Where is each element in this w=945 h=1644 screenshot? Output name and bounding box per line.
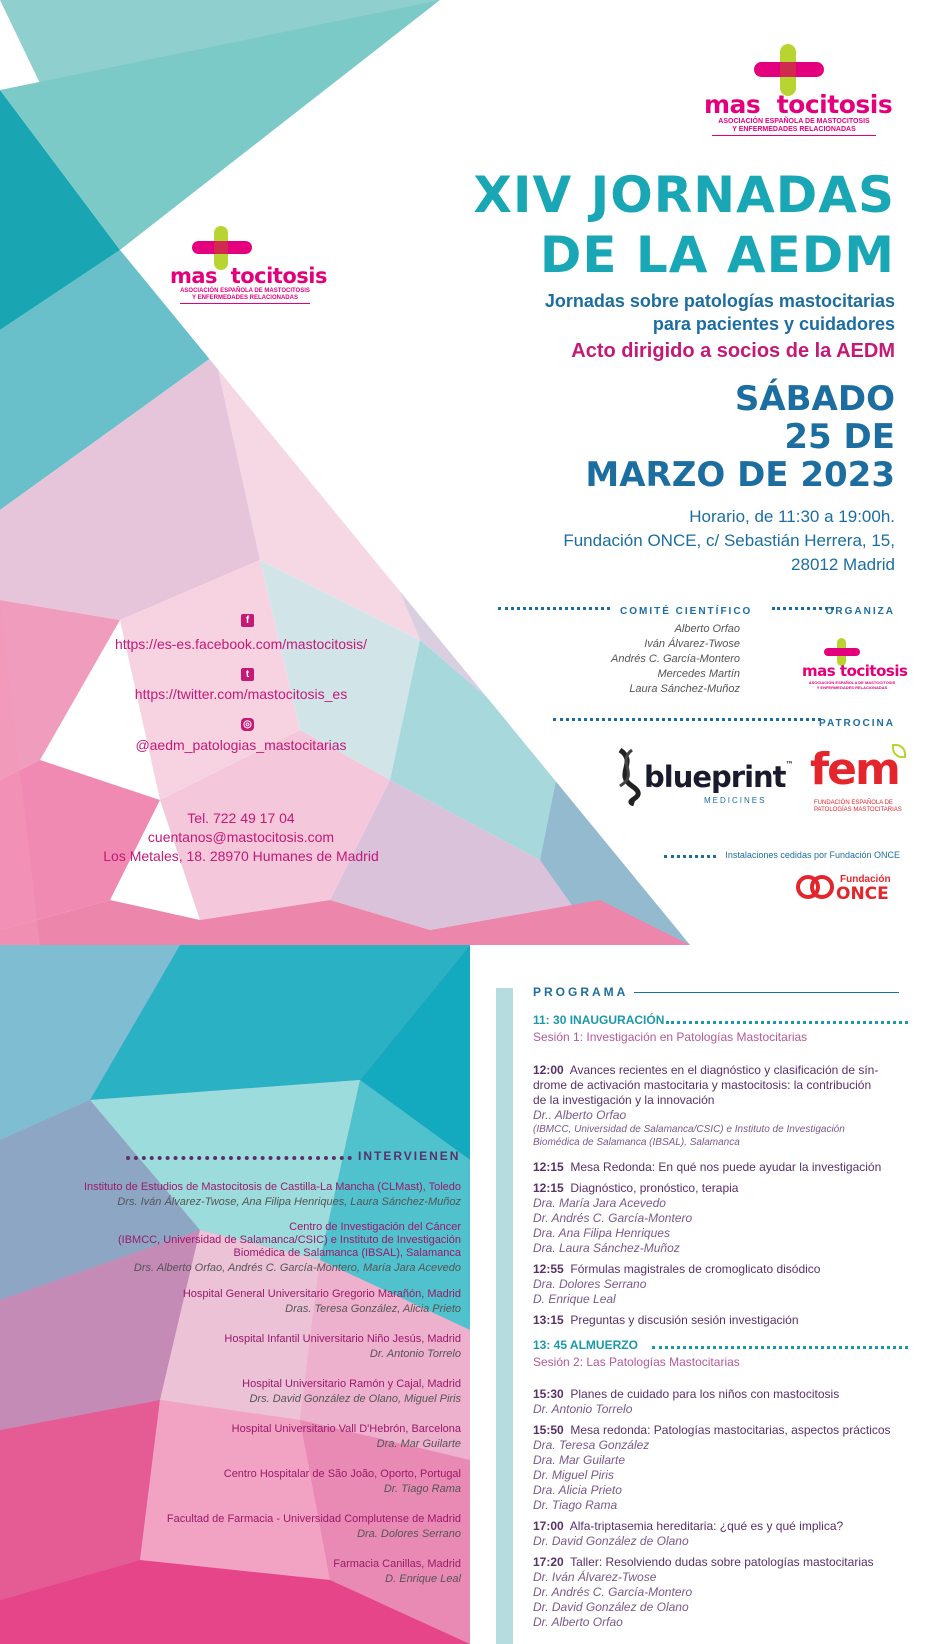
committee-label: COMITÉ CIENTÍFICO [620, 606, 753, 617]
session-1-title: Sesión 1: Investigación en Patologías Mastocitarias [533, 1030, 808, 1044]
fem-logo: fem FUNDACIÓN ESPAÑOLA DE PATOLOGÍAS MASTOCITARIAS [808, 740, 908, 820]
once-note: Instalaciones cedidas por Fundación ONCE [725, 850, 900, 860]
aedm-logo-small: mas tocitosis ASOCIACIÓN ESPAÑOLA DE MASTOCITOSIS Y ENFERMEDADES RELACIONADAS [802, 638, 902, 692]
contact-address: Los Metales, 18. 28970 Humanes de Madrid [103, 848, 379, 864]
blueprint-logo: blueprint™ MEDICINES [612, 748, 792, 808]
patrocina-label: PATROCINA [819, 718, 895, 729]
facebook-link[interactable]: https://es-es.facebook.com/mastocitosis/ [114, 636, 368, 652]
intervienen-group: Hospital General Universitario Gregorio Marañón, Madrid Dras. Teresa González, Alicia Prieto [182, 1288, 461, 1315]
fundacion-once-logo: Fundación ONCE [796, 871, 906, 907]
event-date-line-2: 25 DE [784, 417, 895, 457]
committee-member: Laura Sánchez-Muñoz [629, 683, 740, 695]
facebook-icon[interactable]: f [241, 614, 254, 627]
program-item: 15:50 Mesa redonda: Patologías mastocitarias, aspectos prácticos Dra. Teresa González Dra. Mar Guilarte Dr. Miguel Piris Dra. Alicia Prieto Dr. Tiago Rama [533, 1423, 891, 1512]
contact-phone: Tel. 722 49 17 04 [187, 810, 295, 826]
intervienen-group: Instituto de Estudios de Mastocitosis de Castilla-La Mancha (CLMast), Toledo Drs. Iván Álvarez-Twose, Ana Filipa Henriques, Laura Sánchez-Muñoz [83, 1181, 461, 1208]
once-rings-icon [796, 875, 836, 901]
aedm-logo-top: mas tocitosis ASOCIACIÓN ESPAÑOLA DE MASTOCITOSIS Y ENFERMEDADES RELACIONADAS [704, 44, 884, 139]
twitter-icon[interactable]: t [241, 668, 254, 681]
programa-label: PROGRAMA [533, 985, 629, 999]
organiza-label: ORGANIZA [825, 606, 895, 617]
twitter-link[interactable]: https://twitter.com/mastocitosis_es [134, 686, 348, 702]
intervienen-label: INTERVIENEN [358, 1149, 461, 1163]
instagram-icon[interactable]: ◎ [241, 718, 254, 731]
subtitle-line-2: para pacientes y cuidadores [652, 314, 895, 334]
divider-dots [664, 852, 716, 858]
intervienen-group: Hospital Infantil Universitario Niño Jesús, Madrid Dr. Antonio Torrelo [224, 1333, 461, 1360]
aedm-logo-left: mas tocitosis ASOCIACIÓN ESPAÑOLA DE MASTOCITOSIS Y ENFERMEDADES RELACIONADAS [170, 226, 320, 306]
program-item: 17:20 Taller: Resolviendo dudas sobre patologías mastocitarias Dr. Iván Álvarez-Twose Dr. Andrés C. García-Montero Dr. David González de Olano Dr. Alberto Orfao [533, 1555, 874, 1629]
session-2-title: Sesión 2: Las Patologías Mastocitarias [533, 1355, 740, 1369]
inauguracion-label: 11: 30 INAUGURACIÓN [533, 1013, 665, 1027]
cross-icon [754, 44, 824, 96]
event-venue-line-2: 28012 Madrid [791, 555, 895, 574]
committee-member: Alberto Orfao [674, 623, 740, 635]
subtitle-line-1: Jornadas sobre patologías mastocitarias [544, 291, 895, 311]
instagram-handle[interactable]: @aedm_patologias_mastocitarias [135, 737, 347, 753]
committee-list [480, 622, 740, 697]
intervienen-group: Hospital Universitario Vall D'Hebrón, Barcelona Dra. Mar Guilarte [231, 1423, 461, 1450]
page-title-line-1: XIV JORNADAS [473, 166, 895, 224]
event-date-line-1: SÁBADO [734, 379, 895, 419]
intervienen-divider [126, 1152, 352, 1160]
intervienen-group: Farmacia Canillas, Madrid D. Enrique Leal [333, 1558, 461, 1585]
committee-member: Iván Álvarez-Twose [644, 638, 740, 650]
program-item: 12:15 Mesa Redonda: En qué nos puede ayudar la investigación [533, 1160, 882, 1174]
program-item: 13:15 Preguntas y discusión sesión investigación [533, 1313, 799, 1327]
program-item: 12:00 Avances recientes en el diagnóstico y clasificación de sín- drome de activación mastocitaria y mastocitosis: la contribución de la investigación y la innovación Dr.. Alberto Orfao (IBMCC, Universidad de Salamanca/CSIC) e Instituto de Investigación Biomédica de Salamanca (IBSAL), Salamanca [533, 1063, 879, 1148]
contact-email[interactable]: cuentanos@mastocitosis.com [147, 829, 335, 845]
program-item: 12:15 Diagnóstico, pronóstico, terapia Dra. María Jara Acevedo Dr. Andrés C. García-Montero Dra. Ana Filipa Henriques Dra. Laura Sánchez-Muñoz [533, 1181, 739, 1255]
divider-dots [498, 604, 610, 610]
program-item: 17:00 Alfa-triptasemia hereditaria: ¿qué es y qué implica? Dr. David González de Olano [533, 1519, 844, 1548]
committee-member: Andrés C. García-Montero [611, 653, 740, 665]
programa-body [533, 1011, 908, 1630]
intervienen-list [41, 1180, 461, 1587]
intervienen-group: Hospital Universitario Ramón y Cajal, Madrid Drs. David González de Olano, Miguel Piris [242, 1378, 461, 1405]
program-item: 12:55 Fórmulas magistrales de cromoglicato disódico Dra. Dolores Serrano D. Enrique Leal [533, 1262, 821, 1306]
intervienen-group: Centro de Investigación del Cáncer (IBMCC, Universidad de Salamanca/CSIC) e Instituto de Investigación Biomédica de Salamanca (IBSAL), Salamanca Drs. Alberto Orfao, Andrés C. García-Montero, María Jara Acevedo [118, 1221, 461, 1274]
almuerzo-label: 13: 45 ALMUERZO [533, 1338, 638, 1352]
intervienen-group: Facultad de Farmacia - Universidad Complutense de Madrid Dra. Dolores Serrano [166, 1513, 461, 1540]
event-date-line-3: MARZO DE 2023 [585, 455, 895, 495]
page-title-line-2: DE LA AEDM [539, 226, 895, 284]
divider-dots [553, 715, 821, 721]
audience-note: Acto dirigido a socios de la AEDM [571, 340, 895, 362]
event-schedule: Horario, de 11:30 a 19:00h. [689, 507, 895, 526]
committee-member: Mercedes Martín [657, 668, 740, 680]
event-venue-line-1: Fundación ONCE, c/ Sebastián Herrera, 15, [563, 531, 895, 550]
intervienen-group: Centro Hospitalar de São João, Oporto, Portugal Dr. Tiago Rama [223, 1468, 461, 1495]
programa-rule [634, 992, 899, 993]
program-item: 15:30 Planes de cuidado para los niños con mastocitosis Dr. Antonio Torrelo [533, 1387, 840, 1416]
dna-icon [612, 748, 642, 806]
